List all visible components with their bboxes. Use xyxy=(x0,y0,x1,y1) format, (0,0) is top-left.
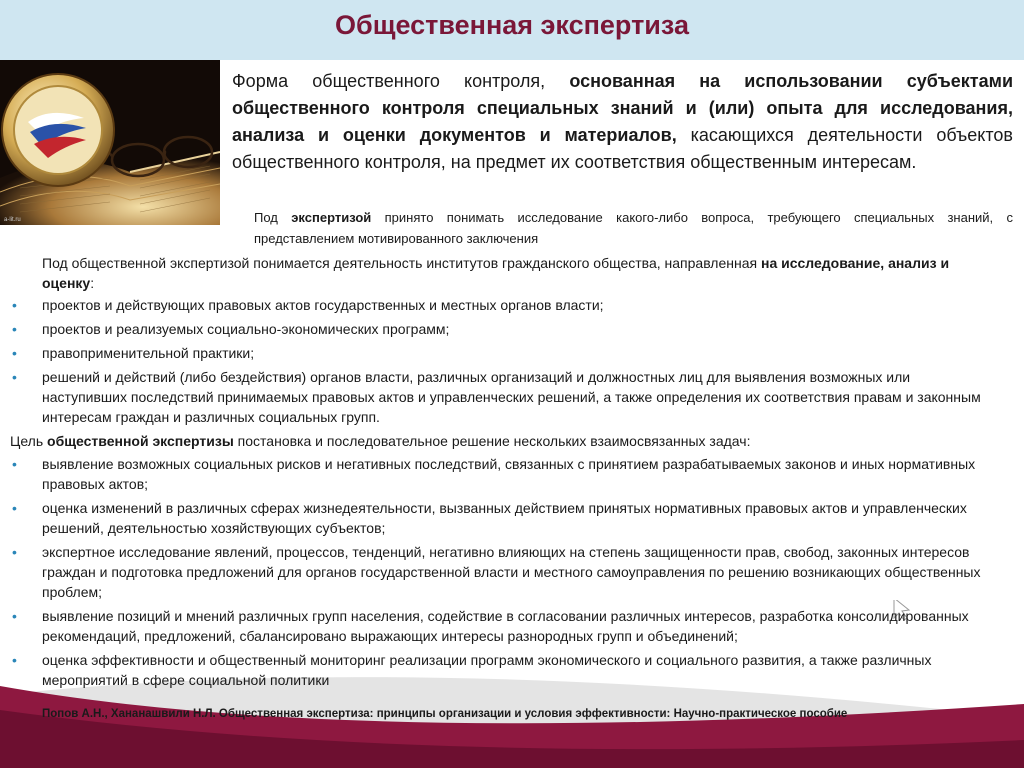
round-bullet-icon: • xyxy=(12,345,17,361)
list-item xyxy=(10,319,995,339)
sub-def-pre: Под xyxy=(254,210,292,225)
list-item-text: выявление возможных социальных рисков и негативных последствий, связанных с принятием разрабатываемых законов и иных нормативных правовых актов; xyxy=(42,456,976,492)
goal-paragraph xyxy=(10,431,995,451)
round-bullet-icon: • xyxy=(12,544,17,560)
definition-part1: Форма общественного контроля, xyxy=(232,71,570,91)
list-item-text: проектов и действующих правовых актов государственных и местных органов власти; xyxy=(42,297,604,313)
expertise-definition xyxy=(254,207,1013,249)
definition-part2: основанная на использовании субъектами общественного контроля специальных знаний и (или) опыта для исследования, анализа и оценки документов и материалов, xyxy=(232,71,1014,145)
slide-title: Общественная экспертиза xyxy=(335,10,689,40)
sub-def-post: принято понимать исследование какого-либо вопроса, требующего специальных знаний, с представлением мотивированного заключения xyxy=(254,210,1013,246)
definition-part3: касающихся деятельности объектов общественного контроля, на предмет их соответствия общественным интересам. xyxy=(232,125,1013,172)
list-item xyxy=(10,367,995,427)
list-item-text: решений и действий (либо бездействия) органов власти, различных организаций и должностных лиц для выявления возможных или наступивших последствий принимаемых правовых актов и управленческих решений, а также определения их соответствия правам и законным интересам граждан и различных социальных групп. xyxy=(42,369,981,425)
main-content xyxy=(10,253,995,694)
definition-text xyxy=(232,68,1013,176)
list-item xyxy=(10,542,995,602)
public-expertise-pre: Под общественной экспертизой понимается деятельность институтов гражданского общества, направленная xyxy=(42,255,761,271)
sub-def-bold: экспертизой xyxy=(291,210,372,225)
list-item xyxy=(10,454,995,494)
source-footnote: Попов А.Н., Хананашвили Н.Л. Общественная экспертиза: принципы организации и условия эффективности: Научно-практическое пособие xyxy=(42,708,848,720)
photo-illustration xyxy=(0,60,220,225)
list-item-text: оценка эффективности и общественный мониторинг реализации программ экономического и социального развития, а также различных мероприятий в сфере социальной политики xyxy=(42,652,932,688)
objects-list xyxy=(10,295,995,427)
photo-credit: a-lit.ru xyxy=(4,217,21,223)
round-bullet-icon: • xyxy=(12,321,17,337)
goal-pre: Цель xyxy=(10,433,48,449)
public-expertise-post: : xyxy=(90,275,95,291)
round-bullet-icon: • xyxy=(12,456,17,472)
round-bullet-icon: • xyxy=(12,297,17,313)
public-expertise-paragraph xyxy=(10,253,995,293)
public-expertise-bold: на исследование, анализ и оценку xyxy=(42,255,950,291)
list-item xyxy=(10,650,995,690)
list-item-text: оценка изменений в различных сферах жизнедеятельности, вызванных действием принятых нормативных правовых актов и управленческих решений, деятельностью хозяйствующих субъектов; xyxy=(42,500,967,536)
round-bullet-icon: • xyxy=(12,652,17,668)
list-item xyxy=(10,498,995,538)
list-item-text: экспертное исследование явлений, процессов, тенденций, негативно влияющих на степень защищенности прав, свобод, законных интересов граждан и подготовка предложений для органов государственной власти и местного самоуправления по решению возникающих общественных проблем; xyxy=(42,544,981,600)
round-bullet-icon: • xyxy=(12,369,17,385)
list-item xyxy=(10,295,995,315)
list-item-text: правоприменительной практики; xyxy=(42,345,255,361)
list-item xyxy=(10,606,995,646)
goal-post: постановка и последовательное решение нескольких взаимосвязанных задач: xyxy=(233,433,751,449)
list-item-text: выявление позиций и мнений различных групп населения, содействие в согласовании различных интересов, разработка консолидированных рекомендаций, предложений, сбалансировано выражающих интересы разнородных групп и объединений; xyxy=(42,608,969,644)
round-bullet-icon: • xyxy=(12,608,17,624)
goal-bold: общественной экспертизы xyxy=(47,433,234,449)
tasks-list xyxy=(10,454,995,690)
list-item-text: проектов и реализуемых социально-экономических программ; xyxy=(42,321,450,337)
round-bullet-icon: • xyxy=(12,500,17,516)
list-item xyxy=(10,343,995,363)
book-glasses-emblem-image xyxy=(0,60,220,225)
